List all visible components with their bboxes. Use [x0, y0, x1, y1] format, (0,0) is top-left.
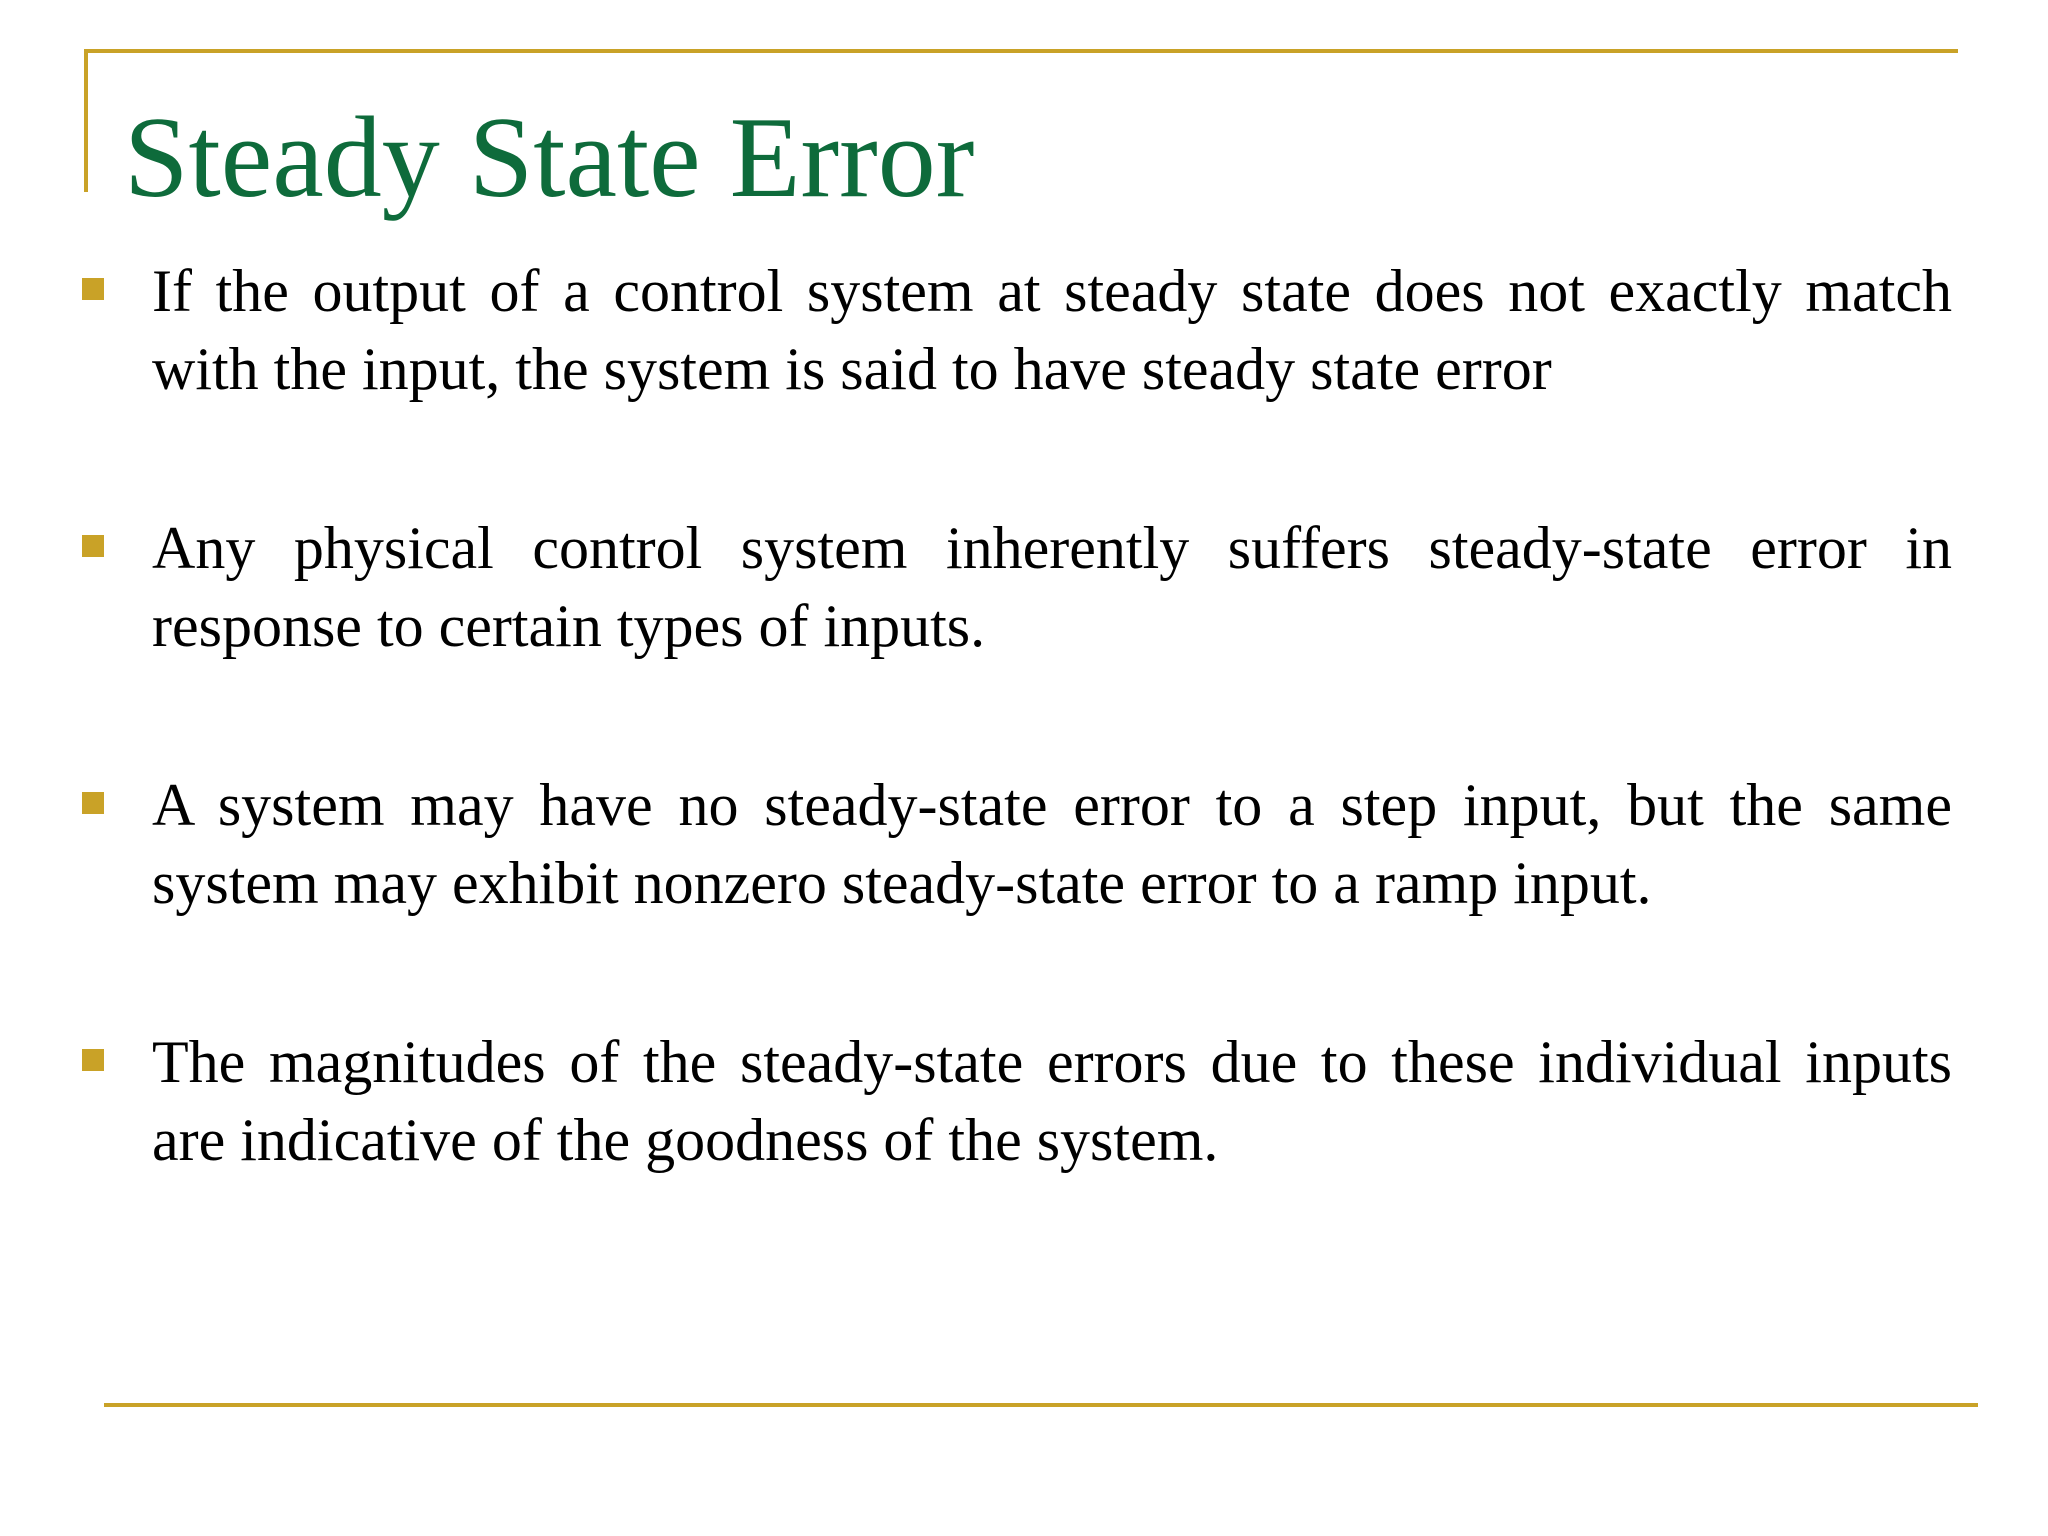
- left-rule: [84, 49, 88, 192]
- bullet-item: [72, 766, 1952, 922]
- bottom-rule: [104, 1403, 1978, 1407]
- slide-title: Steady State Error: [124, 94, 975, 222]
- bullet-text: Any physical control system inherently suffers steady-state error in response to certain types of inputs.: [152, 515, 1952, 659]
- bullet-text: A system may have no steady-state error to a step input, but the same system may exhibit nonzero steady-state error to a ramp input.: [152, 772, 1952, 916]
- top-rule: [84, 49, 1958, 53]
- bullet-list: [72, 252, 1952, 1179]
- square-bullet-icon: [82, 792, 104, 814]
- bullet-text: The magnitudes of the steady-state errors due to these individual inputs are indicative of the goodness of the system.: [152, 1029, 1952, 1173]
- bullet-item: [72, 1023, 1952, 1179]
- bullet-text: If the output of a control system at steady state does not exactly match with the input, the system is said to have steady state error: [152, 258, 1952, 402]
- square-bullet-icon: [82, 535, 104, 557]
- bullet-item: [72, 509, 1952, 665]
- square-bullet-icon: [82, 278, 104, 300]
- bullet-item: [72, 252, 1952, 408]
- square-bullet-icon: [82, 1049, 104, 1071]
